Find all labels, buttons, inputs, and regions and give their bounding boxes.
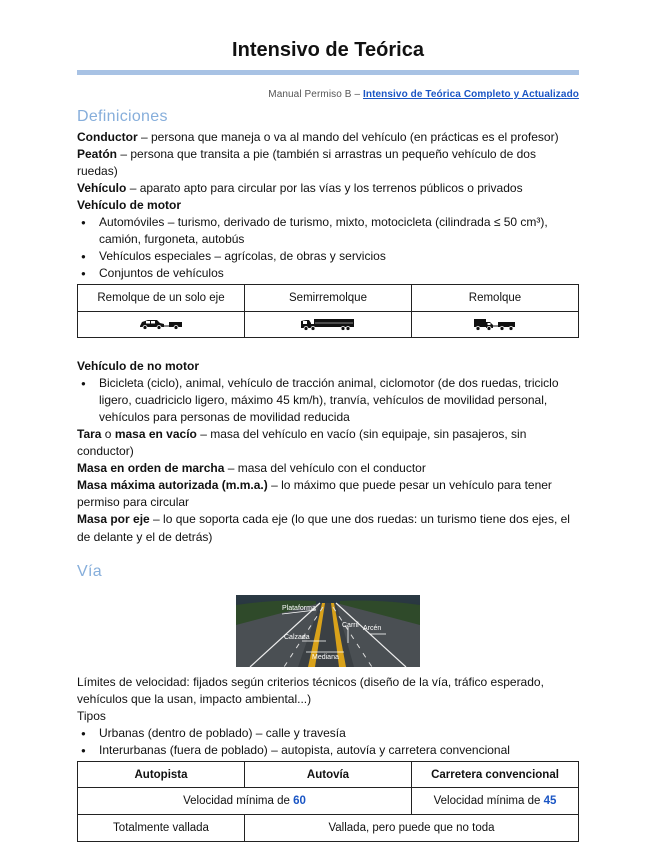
def-vehiculo-no-motor <box>77 358 579 375</box>
def-tara-mid: o <box>101 427 115 442</box>
table-cell <box>78 788 412 815</box>
def-conductor-text: – persona que maneja o va al mando del vehículo (en prácticas es el profesor) <box>137 129 559 144</box>
def-tara-text: – masa del vehículo en vacío (sin equipaje, sin pasajeros, sin conductor) <box>77 427 527 459</box>
term-masa-vacio: masa en vacío <box>114 427 197 442</box>
photo-label-carril: Carril <box>342 622 359 630</box>
vias-table <box>77 761 579 842</box>
subtitle <box>77 88 579 102</box>
table-cell <box>245 312 412 338</box>
vel-label: Velocidad mínima de <box>183 795 294 808</box>
limites-velocidad: Límites de velocidad: fijados según criterios técnicos (diseño de la vía, tráfico esperado, vehículos que la usan, impacto ambiental...) <box>77 675 544 707</box>
remolques-table <box>77 284 579 338</box>
table-cell: Totalmente vallada <box>78 815 245 842</box>
truck-trailer-icon <box>473 318 517 331</box>
list-item: ● Interurbanas (fuera de poblado) – autopista, autovía y carretera convencional <box>81 742 579 759</box>
table-header-cell: Autovía <box>245 762 412 788</box>
def-masa-eje <box>77 511 579 545</box>
car-trailer-icon <box>138 318 184 330</box>
def-vehiculo-motor <box>77 197 579 214</box>
term-peaton: Peatón <box>77 146 118 161</box>
term-vehiculo-no-motor: Vehículo de no motor <box>77 359 200 374</box>
title-underline <box>77 70 579 75</box>
spacer <box>77 338 579 358</box>
term-masa-orden: Masa en orden de marcha <box>77 461 225 476</box>
table-header-cell: Remolque <box>412 285 579 312</box>
term-masa-eje: Masa por eje <box>77 512 150 527</box>
term-conductor: Conductor <box>77 129 138 144</box>
photo-label-mediana: Mediana <box>312 654 339 662</box>
tipos-label: Tipos <box>77 709 106 724</box>
list-item: ● Vehículos especiales – agrícolas, de obras y servicios <box>81 248 579 265</box>
motor-list <box>81 214 579 282</box>
def-peaton <box>77 146 579 180</box>
vel-value: 45 <box>543 795 557 808</box>
def-masa-eje-text: – lo que soporta cada eje (lo que une dos ruedas: un turismo tiene dos ejes, el de delante y el de detrás) <box>77 512 570 544</box>
photo-label-plataforma: Plataforma <box>282 605 316 613</box>
def-tara <box>77 426 579 460</box>
table-header-cell: Semirremolque <box>245 285 412 312</box>
def-peaton-text: – persona que transita a pie (también si arrastras un pequeño vehículo de dos ruedas) <box>77 146 536 178</box>
page-title: Intensivo de Teórica <box>232 39 424 61</box>
no-motor-list <box>81 375 579 426</box>
semitrailer-truck-icon <box>300 318 356 331</box>
table-cell: Vallada, pero puede que no toda <box>245 815 579 842</box>
def-mma-text: – lo máximo que puede pesar un vehículo para tener permiso para circular <box>77 478 552 510</box>
photo-label-calzada: Calzada <box>284 634 310 642</box>
term-vehiculo: Vehículo <box>77 181 127 195</box>
road-photo <box>236 595 420 667</box>
table-cell <box>412 788 579 815</box>
def-conductor <box>77 129 579 146</box>
def-vehiculo-text: – aparato apto para circular por las vías y los terrenos públicos o privados <box>126 181 523 195</box>
tipos-list <box>81 725 579 759</box>
table-cell <box>412 312 579 338</box>
term-tara: Tara <box>77 427 102 442</box>
document-page <box>77 36 579 842</box>
list-item: ● Conjuntos de vehículos <box>81 265 579 282</box>
def-mma <box>77 477 579 511</box>
section-heading-via: Vía <box>77 562 102 580</box>
vel-label: Velocidad mínima de <box>433 795 544 808</box>
term-vehiculo-motor: Vehículo de motor <box>77 198 182 213</box>
section-heading-definiciones: Definiciones <box>77 108 168 126</box>
subtitle-prefix: Manual Permiso B – <box>268 89 363 100</box>
subtitle-link[interactable]: Intensivo de Teórica Completo y Actualizado <box>362 89 579 100</box>
list-item: ● Automóviles – turismo, derivado de turismo, mixto, motocicleta (cilindrada ≤ 50 cm³), camión, furgoneta, autobús <box>81 214 579 248</box>
list-item: ● Bicicleta (ciclo), animal, vehículo de tracción animal, ciclomotor (de dos ruedas, triciclo ligero, cuadriciclo ligero, máximo 45 km/h), tranvía, vehículos de movilidad personal, vehículos para personas de movilidad reducida <box>81 375 579 426</box>
list-item: ● Urbanas (dentro de poblado) – calle y travesía <box>81 725 579 742</box>
table-header-cell: Autopista <box>78 762 245 788</box>
vel-value: 60 <box>293 795 306 808</box>
def-masa-orden-text: – masa del vehículo con el conductor <box>224 461 426 476</box>
def-vehiculo <box>77 180 579 197</box>
term-mma: Masa máxima autorizada (m.m.a.) <box>77 478 268 493</box>
table-header-cell: Carretera convencional <box>412 762 579 788</box>
table-header-cell: Remolque de un solo eje <box>78 285 245 312</box>
photo-label-arcen: Arcén <box>363 625 382 633</box>
table-cell <box>78 312 245 338</box>
def-masa-orden <box>77 460 579 477</box>
